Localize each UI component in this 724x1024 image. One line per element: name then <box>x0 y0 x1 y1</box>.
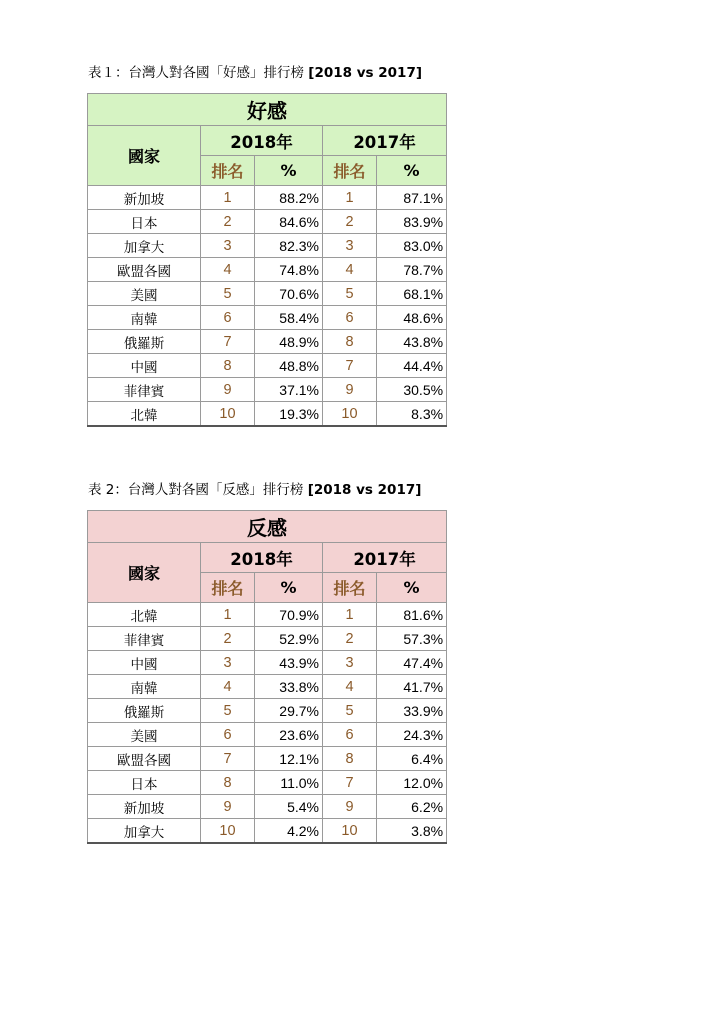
country-cell: 北韓 <box>88 402 201 427</box>
rank-2017-cell: 8 <box>323 330 377 354</box>
pct-2017-cell: 8.3% <box>377 402 447 427</box>
year-2017-header: 2017年 <box>323 543 447 573</box>
rank-2018-header: 排名 <box>201 156 255 186</box>
country-cell: 新加坡 <box>88 186 201 210</box>
pct-2017-cell: 87.1% <box>377 186 447 210</box>
table-title: 反感 <box>88 511 447 543</box>
pct-2017-cell: 57.3% <box>377 627 447 651</box>
rank-2017-cell: 1 <box>323 186 377 210</box>
pct-2018-header: % <box>255 573 323 603</box>
table-row <box>88 723 447 747</box>
table-row <box>88 699 447 723</box>
table-row <box>88 258 447 282</box>
table2-caption-prefix: 表 2：台灣人對各國「反感」排行榜 <box>88 482 304 498</box>
rank-2018-cell: 9 <box>201 795 255 819</box>
country-cell: 菲律賓 <box>88 627 201 651</box>
pct-2017-cell: 3.8% <box>377 819 447 844</box>
pct-2018-cell: 88.2% <box>255 186 323 210</box>
year-2018-header: 2018年 <box>201 543 323 573</box>
pct-2018-cell: 82.3% <box>255 234 323 258</box>
country-cell: 北韓 <box>88 603 201 627</box>
pct-2018-cell: 70.9% <box>255 603 323 627</box>
pct-2018-cell: 70.6% <box>255 282 323 306</box>
rank-2018-cell: 5 <box>201 282 255 306</box>
pct-2018-cell: 12.1% <box>255 747 323 771</box>
rank-2018-cell: 6 <box>201 723 255 747</box>
year-2017-header: 2017年 <box>323 126 447 156</box>
year-2018-header: 2018年 <box>201 126 323 156</box>
country-cell: 南韓 <box>88 675 201 699</box>
pct-2018-cell: 48.9% <box>255 330 323 354</box>
pct-2017-cell: 78.7% <box>377 258 447 282</box>
country-cell: 新加坡 <box>88 795 201 819</box>
rank-2017-cell: 3 <box>323 651 377 675</box>
rank-2017-cell: 8 <box>323 747 377 771</box>
pct-2017-cell: 83.9% <box>377 210 447 234</box>
country-cell: 加拿大 <box>88 234 201 258</box>
pct-2017-cell: 68.1% <box>377 282 447 306</box>
country-cell: 中國 <box>88 651 201 675</box>
table-row <box>88 795 447 819</box>
rank-2017-cell: 4 <box>323 258 377 282</box>
pct-2018-cell: 43.9% <box>255 651 323 675</box>
country-cell: 俄羅斯 <box>88 699 201 723</box>
rank-2018-cell: 6 <box>201 306 255 330</box>
country-cell: 美國 <box>88 723 201 747</box>
country-cell: 日本 <box>88 210 201 234</box>
table-row <box>88 330 447 354</box>
table-row <box>88 747 447 771</box>
rank-2018-cell: 2 <box>201 210 255 234</box>
pct-2018-cell: 58.4% <box>255 306 323 330</box>
rank-2017-cell: 10 <box>323 819 377 844</box>
rank-2017-header: 排名 <box>323 156 377 186</box>
pct-2017-cell: 83.0% <box>377 234 447 258</box>
table-row <box>88 186 447 210</box>
country-cell: 美國 <box>88 282 201 306</box>
rank-2017-cell: 9 <box>323 795 377 819</box>
country-cell: 菲律賓 <box>88 378 201 402</box>
table-row <box>88 282 447 306</box>
rank-2018-cell: 9 <box>201 378 255 402</box>
rank-2018-header: 排名 <box>201 573 255 603</box>
rank-2017-cell: 5 <box>323 699 377 723</box>
table-row <box>88 603 447 627</box>
rank-2018-cell: 7 <box>201 330 255 354</box>
pct-2018-cell: 19.3% <box>255 402 323 427</box>
rank-2017-cell: 10 <box>323 402 377 427</box>
pct-2017-cell: 6.2% <box>377 795 447 819</box>
table-row <box>88 627 447 651</box>
rank-2018-cell: 5 <box>201 699 255 723</box>
rank-2018-cell: 8 <box>201 771 255 795</box>
rank-2018-cell: 4 <box>201 258 255 282</box>
pct-2017-header: % <box>377 573 447 603</box>
rank-2017-cell: 2 <box>323 210 377 234</box>
pct-2018-cell: 11.0% <box>255 771 323 795</box>
table2-caption-suffix: [2018 vs 2017] <box>307 482 422 498</box>
table2-caption <box>88 481 421 499</box>
rank-2018-cell: 10 <box>201 402 255 427</box>
table-row <box>88 771 447 795</box>
rank-2017-cell: 7 <box>323 771 377 795</box>
rank-2017-cell: 7 <box>323 354 377 378</box>
country-column-header: 國家 <box>88 126 201 186</box>
country-column-header: 國家 <box>88 543 201 603</box>
table1-caption <box>88 64 422 82</box>
rank-2017-cell: 4 <box>323 675 377 699</box>
country-cell: 歐盟各國 <box>88 258 201 282</box>
pct-2018-cell: 33.8% <box>255 675 323 699</box>
pct-2018-cell: 74.8% <box>255 258 323 282</box>
rank-2018-cell: 3 <box>201 234 255 258</box>
dislike-ranking-table <box>87 510 447 844</box>
rank-2017-cell: 2 <box>323 627 377 651</box>
table-row <box>88 378 447 402</box>
pct-2018-cell: 52.9% <box>255 627 323 651</box>
favor-ranking-table <box>87 93 447 427</box>
rank-2018-cell: 1 <box>201 186 255 210</box>
pct-2018-cell: 4.2% <box>255 819 323 844</box>
rank-2018-cell: 7 <box>201 747 255 771</box>
pct-2017-cell: 30.5% <box>377 378 447 402</box>
rank-2017-header: 排名 <box>323 573 377 603</box>
table-row <box>88 210 447 234</box>
pct-2017-cell: 43.8% <box>377 330 447 354</box>
pct-2017-cell: 33.9% <box>377 699 447 723</box>
rank-2018-cell: 1 <box>201 603 255 627</box>
table1-caption-prefix: 表１：台灣人對各國「好感」排行榜 <box>88 65 304 81</box>
rank-2017-cell: 1 <box>323 603 377 627</box>
table-title: 好感 <box>88 94 447 126</box>
table-row <box>88 402 447 427</box>
pct-2017-header: % <box>377 156 447 186</box>
pct-2017-cell: 41.7% <box>377 675 447 699</box>
table-row <box>88 306 447 330</box>
pct-2018-cell: 37.1% <box>255 378 323 402</box>
pct-2017-cell: 47.4% <box>377 651 447 675</box>
rank-2017-cell: 3 <box>323 234 377 258</box>
pct-2018-cell: 5.4% <box>255 795 323 819</box>
country-cell: 日本 <box>88 771 201 795</box>
country-cell: 加拿大 <box>88 819 201 844</box>
pct-2017-cell: 81.6% <box>377 603 447 627</box>
rank-2018-cell: 4 <box>201 675 255 699</box>
pct-2018-cell: 84.6% <box>255 210 323 234</box>
rank-2017-cell: 6 <box>323 723 377 747</box>
rank-2018-cell: 10 <box>201 819 255 844</box>
country-cell: 南韓 <box>88 306 201 330</box>
rank-2018-cell: 3 <box>201 651 255 675</box>
table-row <box>88 651 447 675</box>
pct-2017-cell: 44.4% <box>377 354 447 378</box>
pct-2018-cell: 23.6% <box>255 723 323 747</box>
rank-2017-cell: 6 <box>323 306 377 330</box>
pct-2017-cell: 6.4% <box>377 747 447 771</box>
pct-2018-cell: 29.7% <box>255 699 323 723</box>
rank-2018-cell: 8 <box>201 354 255 378</box>
rank-2017-cell: 9 <box>323 378 377 402</box>
pct-2018-cell: 48.8% <box>255 354 323 378</box>
pct-2017-cell: 24.3% <box>377 723 447 747</box>
country-cell: 中國 <box>88 354 201 378</box>
pct-2018-header: % <box>255 156 323 186</box>
country-cell: 歐盟各國 <box>88 747 201 771</box>
table-row <box>88 675 447 699</box>
rank-2018-cell: 2 <box>201 627 255 651</box>
pct-2017-cell: 48.6% <box>377 306 447 330</box>
pct-2017-cell: 12.0% <box>377 771 447 795</box>
table-row <box>88 234 447 258</box>
table-row <box>88 819 447 844</box>
table1-caption-suffix: [2018 vs 2017] <box>308 65 423 81</box>
country-cell: 俄羅斯 <box>88 330 201 354</box>
rank-2017-cell: 5 <box>323 282 377 306</box>
table-row <box>88 354 447 378</box>
